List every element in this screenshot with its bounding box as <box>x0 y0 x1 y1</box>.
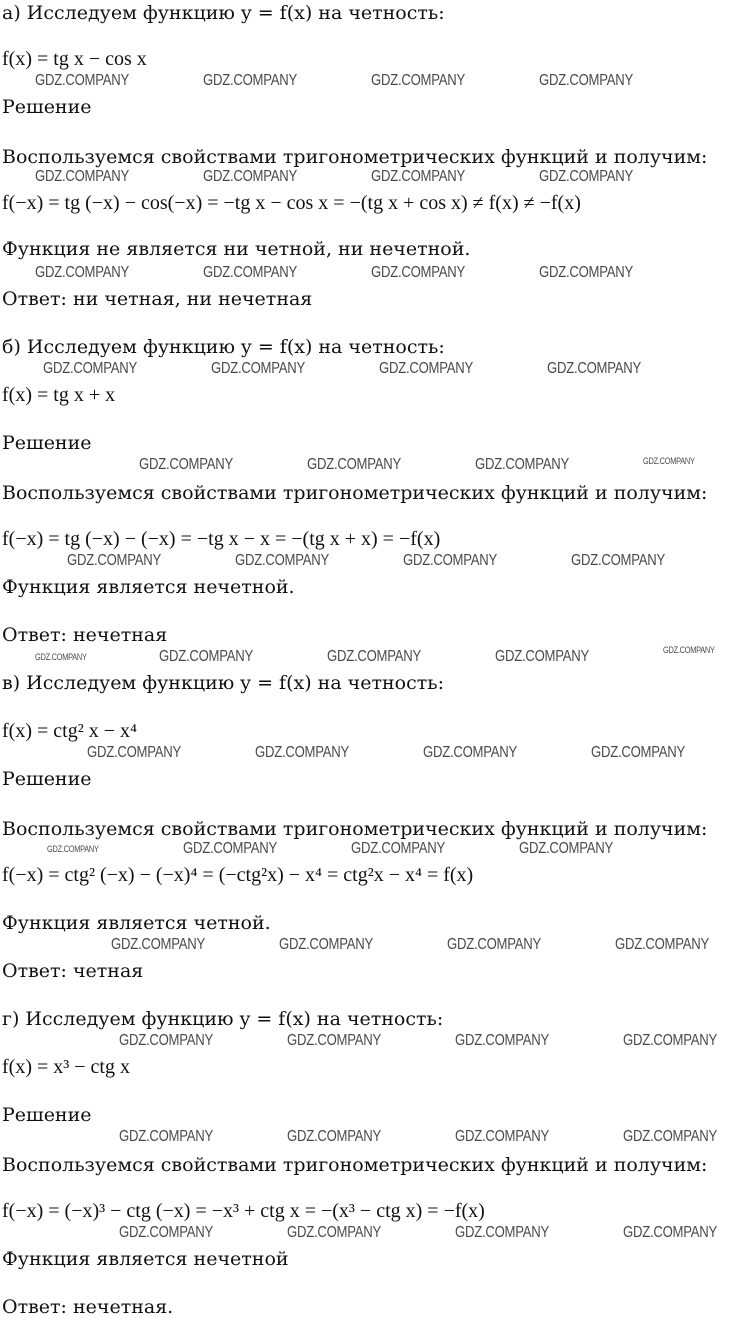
watermark-text: GDZ.COMPANY <box>35 652 87 662</box>
conclusion-b: Функция является нечетной. <box>2 576 295 598</box>
function-b: f(x) = tg x + x <box>2 384 116 406</box>
watermark-text: GDZ.COMPANY <box>203 168 298 185</box>
conclusion-g: Функция является нечетной <box>2 1248 289 1270</box>
watermark-text: GDZ.COMPANY <box>591 744 686 761</box>
watermark-text: GDZ.COMPANY <box>119 1224 214 1241</box>
watermark-text: GDZ.COMPANY <box>623 1128 718 1145</box>
watermark-text: GDZ.COMPANY <box>111 936 206 953</box>
solution-label-v: Решение <box>2 768 92 790</box>
watermark-text: GDZ.COMPANY <box>547 360 642 377</box>
watermark-text: GDZ.COMPANY <box>351 840 446 857</box>
watermark-text: GDZ.COMPANY <box>327 648 422 665</box>
method-a: Воспользуемся свойствами тригонометрических функций и получим: <box>2 146 708 168</box>
watermark-text: GDZ.COMPANY <box>455 1224 550 1241</box>
watermark-text: GDZ.COMPANY <box>495 648 590 665</box>
task-a: а) Исследуем функцию y = f(x) на четность: <box>2 2 445 24</box>
watermark-text: GDZ.COMPANY <box>43 360 138 377</box>
watermark-text: GDZ.COMPANY <box>287 1224 382 1241</box>
derivation-v: f(−x) = ctg² (−x) − (−x)⁴ = (−ctg²x) − x⁴ = ctg²x − x⁴ = f(x) <box>2 864 474 886</box>
method-v: Воспользуемся свойствами тригонометрических функций и получим: <box>2 818 708 840</box>
answer-a: Ответ: ни четная, ни нечетная <box>2 288 313 310</box>
derivation-a: f(−x) = tg (−x) − cos(−x) = −tg x − cos x = −(tg x + cos x) ≠ f(x) ≠ −f(x) <box>2 192 581 214</box>
derivation-g: f(−x) = (−x)³ − ctg (−x) = −x³ + ctg x = −(x³ − ctg x) = −f(x) <box>2 1200 485 1222</box>
watermark-text: GDZ.COMPANY <box>87 744 182 761</box>
watermark-text: GDZ.COMPANY <box>403 552 498 569</box>
watermark-text: GDZ.COMPANY <box>211 360 306 377</box>
function-a: f(x) = tg x − cos x <box>2 48 147 70</box>
watermark-text: GDZ.COMPANY <box>371 264 466 281</box>
watermark-text: GDZ.COMPANY <box>539 168 634 185</box>
watermark-text: GDZ.COMPANY <box>119 1128 214 1145</box>
watermark-text: GDZ.COMPANY <box>475 456 570 473</box>
method-g: Воспользуемся свойствами тригонометрических функций и получим: <box>2 1154 708 1176</box>
function-v: f(x) = ctg² x − x⁴ <box>2 720 137 742</box>
answer-v: Ответ: четная <box>2 960 144 982</box>
task-b: б) Исследуем функцию y = f(x) на четность: <box>2 336 445 358</box>
answer-g: Ответ: нечетная. <box>2 1296 174 1318</box>
watermark-text: GDZ.COMPANY <box>519 840 614 857</box>
watermark-text: GDZ.COMPANY <box>423 744 518 761</box>
watermark-text: GDZ.COMPANY <box>35 264 130 281</box>
watermark-text: GDZ.COMPANY <box>379 360 474 377</box>
task-g: г) Исследуем функцию y = f(x) на четность: <box>2 1008 444 1030</box>
watermark-text: GDZ.COMPANY <box>307 456 402 473</box>
watermark-text: GDZ.COMPANY <box>539 264 634 281</box>
function-g: f(x) = x³ − ctg x <box>2 1056 130 1078</box>
watermark-text: GDZ.COMPANY <box>35 168 130 185</box>
method-b: Воспользуемся свойствами тригонометрических функций и получим: <box>2 482 708 504</box>
watermark-text: GDZ.COMPANY <box>287 1128 382 1145</box>
watermark-text: GDZ.COMPANY <box>287 1032 382 1049</box>
derivation-b: f(−x) = tg (−x) − (−x) = −tg x − x = −(tg x + x) = −f(x) <box>2 528 441 550</box>
solution-label-b: Решение <box>2 432 92 454</box>
watermark-text: GDZ.COMPANY <box>623 1032 718 1049</box>
watermark-text: GDZ.COMPANY <box>67 552 162 569</box>
watermark-text: GDZ.COMPANY <box>539 72 634 89</box>
conclusion-a: Функция не является ни четной, ни нечетной. <box>2 238 471 260</box>
watermark-text: GDZ.COMPANY <box>203 72 298 89</box>
watermark-text: GDZ.COMPANY <box>235 552 330 569</box>
watermark-text: GDZ.COMPANY <box>371 168 466 185</box>
watermark-text: GDZ.COMPANY <box>623 1224 718 1241</box>
watermark-text: GDZ.COMPANY <box>139 456 234 473</box>
watermark-text: GDZ.COMPANY <box>203 264 298 281</box>
watermark-text: GDZ.COMPANY <box>371 72 466 89</box>
watermark-text: GDZ.COMPANY <box>455 1128 550 1145</box>
conclusion-v: Функция является четной. <box>2 912 271 934</box>
answer-b: Ответ: нечетная <box>2 624 168 646</box>
watermark-text: GDZ.COMPANY <box>615 936 710 953</box>
watermark-text: GDZ.COMPANY <box>447 936 542 953</box>
watermark-text: GDZ.COMPANY <box>159 648 254 665</box>
watermark-text: GDZ.COMPANY <box>571 552 666 569</box>
watermark-text: GDZ.COMPANY <box>47 844 99 854</box>
solution-label-a: Решение <box>2 96 92 118</box>
watermark-text: GDZ.COMPANY <box>255 744 350 761</box>
solution-label-g: Решение <box>2 1104 92 1126</box>
watermark-text: GDZ.COMPANY <box>35 72 130 89</box>
watermark-text: GDZ.COMPANY <box>119 1032 214 1049</box>
watermark-text: GDZ.COMPANY <box>643 456 695 466</box>
watermark-text: GDZ.COMPANY <box>279 936 374 953</box>
watermark-text: GDZ.COMPANY <box>455 1032 550 1049</box>
watermark-text: GDZ.COMPANY <box>663 645 715 655</box>
watermark-text: GDZ.COMPANY <box>183 840 278 857</box>
task-v: в) Исследуем функцию y = f(x) на четность: <box>2 672 445 694</box>
